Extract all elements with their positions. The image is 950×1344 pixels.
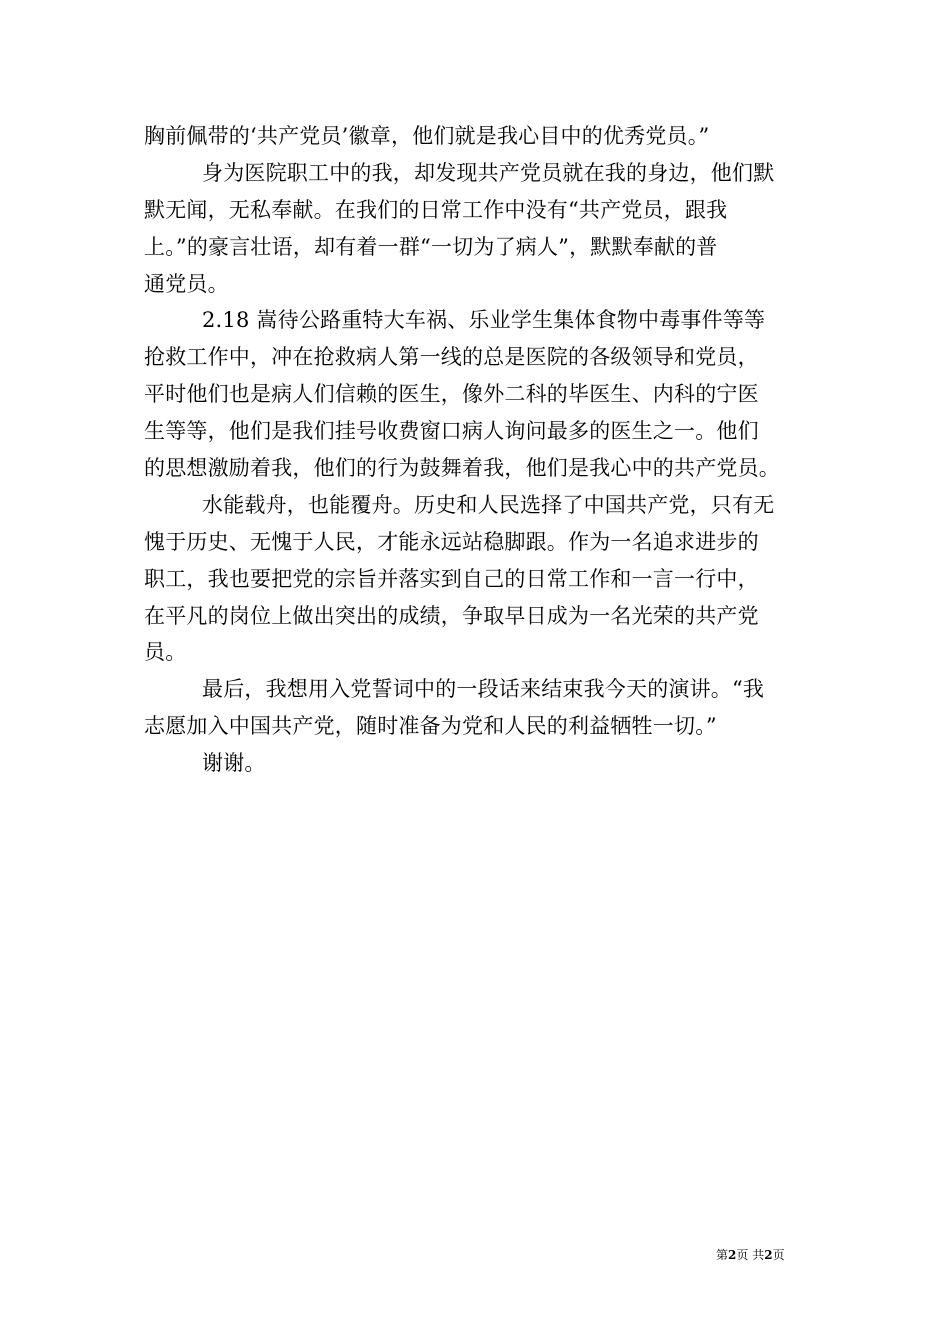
document-body <box>144 118 814 782</box>
text-line: 身为医院职工中的我，却发现共产党员就在我的身边，他们默 <box>202 160 775 185</box>
footer-prefix: 第 <box>716 1248 729 1262</box>
footer-middle: 页 共 <box>736 1248 765 1262</box>
text-line: 平时他们也是病人们信赖的医生，像外二科的毕医生、内科的宁医 <box>144 382 759 407</box>
text-line: 胸前佩带的‘共产党员’徽章，他们就是我心目中的优秀党员。” <box>144 124 710 148</box>
text-line: 员。 <box>144 640 187 665</box>
text-line: 水能载舟，也能覆舟。历史和人民选择了中国共产党，只有无 <box>202 492 775 517</box>
text-line: 志愿加入中国共产党，随时准备为党和人民的利益牺牲一切。” <box>144 714 717 739</box>
text-line: 职工，我也要把党的宗旨并落实到自己的日常工作和一言一行中， <box>144 566 759 591</box>
text-line: 上。”的豪言壮语，却有着一群“一切为了病人”，默默奉献的普 <box>144 234 718 259</box>
page-footer <box>716 1247 785 1263</box>
footer-total-pages: 2 <box>764 1248 773 1262</box>
footer-page-number: 2 <box>728 1248 737 1262</box>
footer-suffix: 页 <box>772 1248 785 1262</box>
text-line: 抢救工作中，冲在抢救病人第一线的总是医院的各级领导和党员， <box>144 345 759 370</box>
text-line: 生等等，他们是我们挂号收费窗口病人询问最多的医生之一。他们 <box>144 419 759 444</box>
text-line: 在平凡的岗位上做出突出的成绩，争取早日成为一名光荣的共产党 <box>144 603 759 628</box>
text-line: 2.18 嵩待公路重特大车祸、乐业学生集体食物中毒事件等等 <box>202 308 766 333</box>
text-line: 最后，我想用入党誓词中的一段话来结束我今天的演讲。“我 <box>202 677 765 702</box>
text-line: 通党员。 <box>144 271 229 296</box>
text-line: 谢谢。 <box>202 751 266 776</box>
text-line: 愧于历史、无愧于人民，才能永远站稳脚跟。作为一名追求进步的 <box>144 529 759 554</box>
text-line: 的思想激励着我，他们的行为鼓舞着我，他们是我心中的共产党员。 <box>144 456 780 481</box>
text-line: 默无闻，无私奉献。在我们的日常工作中没有“共产党员，跟我 <box>144 197 728 222</box>
